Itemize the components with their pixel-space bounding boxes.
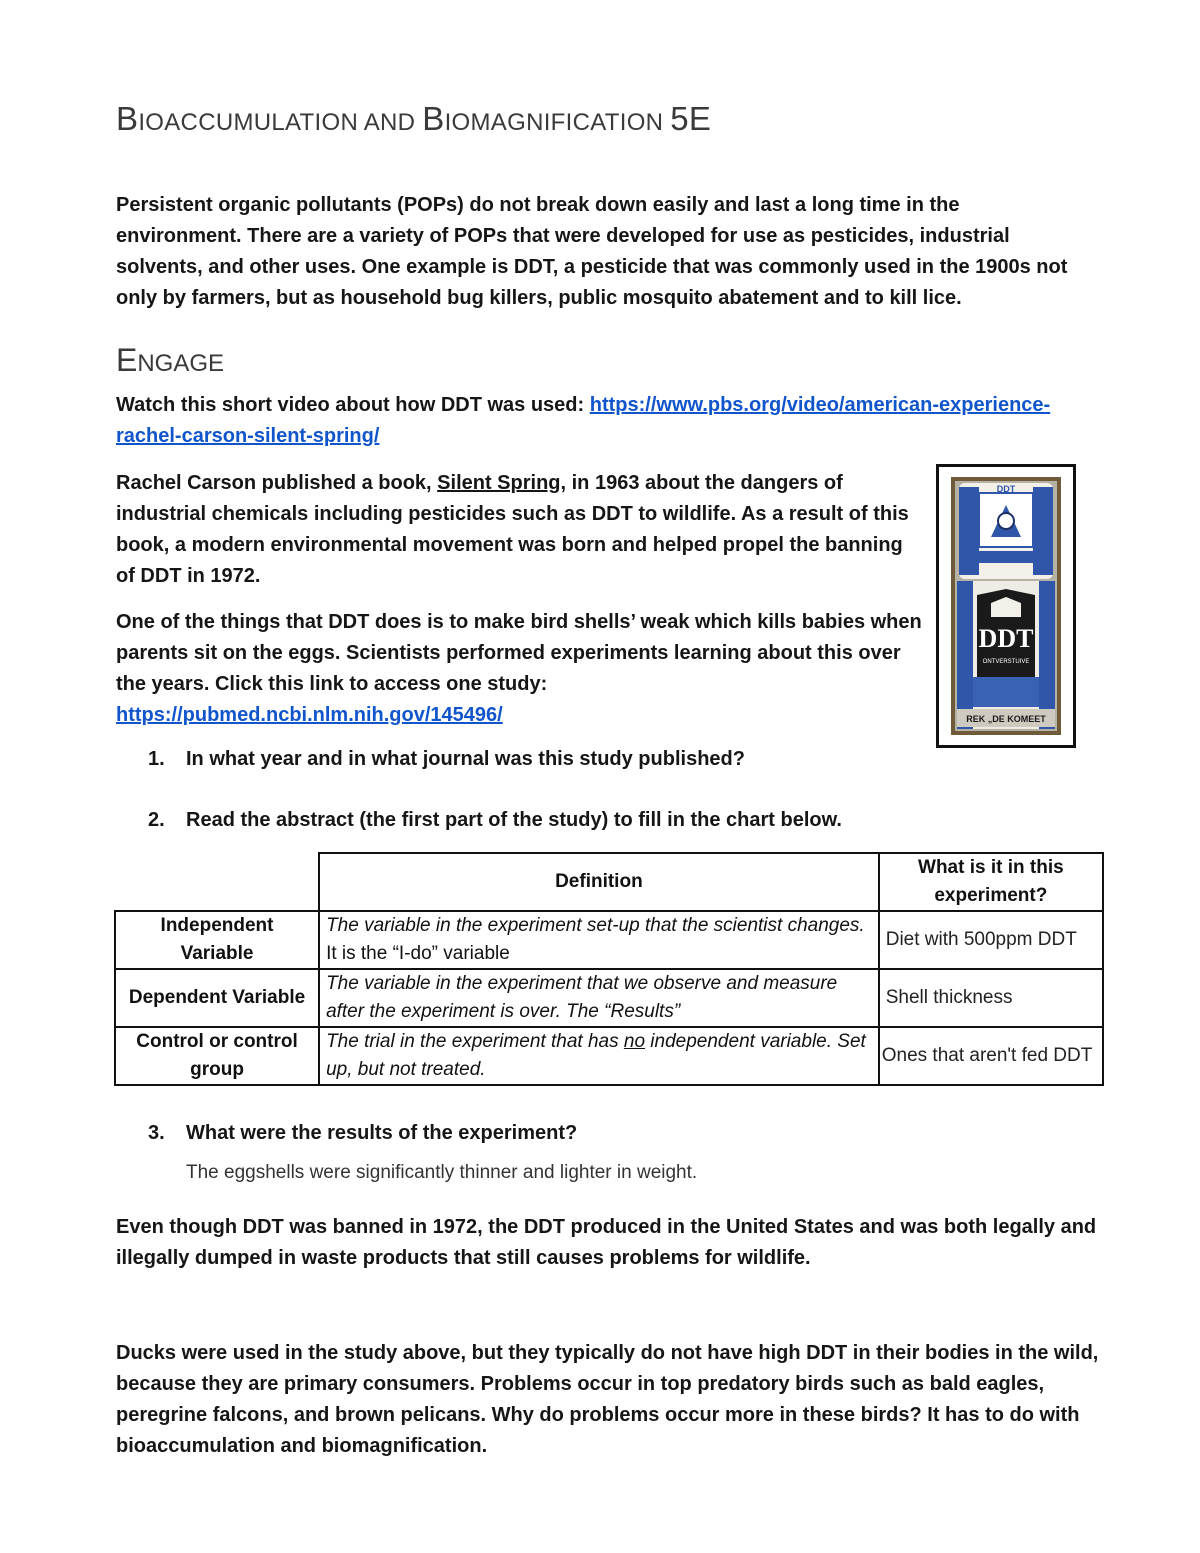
title-5e: 5E	[670, 100, 712, 137]
independent-variable-answer[interactable]: Diet with 500ppm DDT	[879, 911, 1103, 969]
engage-rest: NGAGE	[137, 350, 225, 377]
independent-variable-label: Independent Variable	[115, 911, 319, 969]
experiment-header: What is it in this experiment?	[879, 853, 1103, 911]
ducks-text: Ducks were used in the study above, but they typically do not have high DDT in their bodies in the wild, because they are primary consumers. Problems occur in top predatory birds such as bald eagles, peregrine falcons, and brown pelicans. Why do problems occur more in these birds? It has to do with bioaccumulation and biomagnification.	[116, 1342, 1099, 1457]
question-1-number: 1.	[148, 748, 165, 770]
intro-text: Persistent organic pollutants (POPs) do not break down easily and last a long time in the environment. There are a variety of POPs that were developed for use as pesticides, industrial solvents, and other uses. One example is DDT, a pesticide that was commonly used in the 1900s not only by farmers, but as household bug killers, public mosquito abatement and to kill lice.	[116, 194, 1068, 309]
control-definition-b: independent variable. Set up, but not treated.	[326, 1031, 866, 1080]
book-title: Silent Spring	[437, 472, 561, 494]
dependent-variable-answer[interactable]: Shell thickness	[879, 969, 1103, 1027]
control-group-label: Control or control group	[115, 1027, 319, 1085]
engage-cap: E	[116, 342, 138, 378]
ducks-paragraph	[116, 1338, 1106, 1462]
title-cap-2: B	[422, 100, 445, 137]
variables-table	[114, 852, 1104, 1086]
question-2-text: Read the abstract (the first part of the study) to fill in the chart below.	[186, 809, 842, 831]
carson-before: Rachel Carson published a book,	[116, 472, 438, 494]
can-main-label: DDT	[978, 624, 1034, 653]
independent-definition-b: It is the “I-do” variable	[326, 943, 510, 964]
table-corner-cell	[115, 853, 319, 911]
shells-text: One of the things that DDT does is to make bird shells’ weak which kills babies when parents sit on the eggs. Scientists performed experiments learning about this over the years. Click this link to access one study:	[116, 611, 922, 695]
ddt-can-illustration	[951, 477, 1061, 735]
title-rest-2: IOMAGNIFICATION	[444, 109, 671, 136]
question-3-text: What were the results of the experiment?	[186, 1122, 578, 1144]
pbs-video-link[interactable]: https://www.pbs.org/video/american-experience-rachel-carson-silent-spring/	[116, 394, 1051, 447]
question-1-text: In what year and in what journal was this study published?	[186, 748, 745, 770]
engage-heading	[116, 342, 224, 379]
video-prefix: Watch this short video about how DDT was used:	[116, 394, 590, 416]
control-group-definition	[319, 1027, 879, 1085]
carson-after: , in 1963 about the dangers of industrial chemicals including pesticides such as DDT to wildlife. As a result of this book, a modern environmental movement was born and helped propel the banning of DDT in 1972.	[116, 472, 909, 587]
page-title	[116, 100, 711, 138]
banned-text: Even though DDT was banned in 1972, the DDT produced in the United States and was both legally and illegally dumped in waste products that still causes problems for wildlife.	[116, 1216, 1097, 1269]
title-cap-1: B	[116, 100, 139, 137]
question-3-answer[interactable]: The eggshells were significantly thinner and lighter in weight.	[186, 1162, 698, 1183]
can-bottom-label: REK „DE KOMEET	[966, 714, 1046, 724]
table-row	[115, 1027, 1103, 1085]
pubmed-study-link[interactable]: https://pubmed.ncbi.nlm.nih.gov/145496/	[116, 704, 503, 726]
table-row	[115, 911, 1103, 969]
can-top-label: DDT	[996, 484, 1016, 494]
carson-paragraph	[116, 468, 916, 592]
control-group-answer[interactable]: Ones that aren't fed DDT	[879, 1027, 1103, 1085]
dependent-variable-label: Dependent Variable	[115, 969, 319, 1027]
can-sub-label: ONTVERSTUIVE	[982, 659, 1030, 665]
video-paragraph	[116, 390, 1088, 452]
shells-paragraph	[116, 607, 928, 731]
intro-paragraph	[116, 190, 1088, 314]
question-3-number: 3.	[148, 1122, 165, 1144]
title-rest-1: IOACCUMULATION AND	[138, 109, 423, 136]
independent-variable-definition	[319, 911, 879, 969]
banned-paragraph	[116, 1212, 1106, 1274]
control-definition-no: no	[623, 1031, 646, 1052]
question-2-number: 2.	[148, 809, 165, 831]
table-row	[115, 969, 1103, 1027]
control-definition-a: The trial in the experiment that has	[326, 1031, 624, 1052]
dependent-variable-definition: The variable in the experiment that we observe and measure after the experiment is over. The “Results”	[319, 969, 879, 1027]
ddt-can-photo	[936, 464, 1076, 748]
table-header-row	[115, 853, 1103, 911]
definition-header: Definition	[319, 853, 879, 911]
independent-definition-a: The variable in the experiment set-up that the scientist changes.	[326, 915, 865, 936]
